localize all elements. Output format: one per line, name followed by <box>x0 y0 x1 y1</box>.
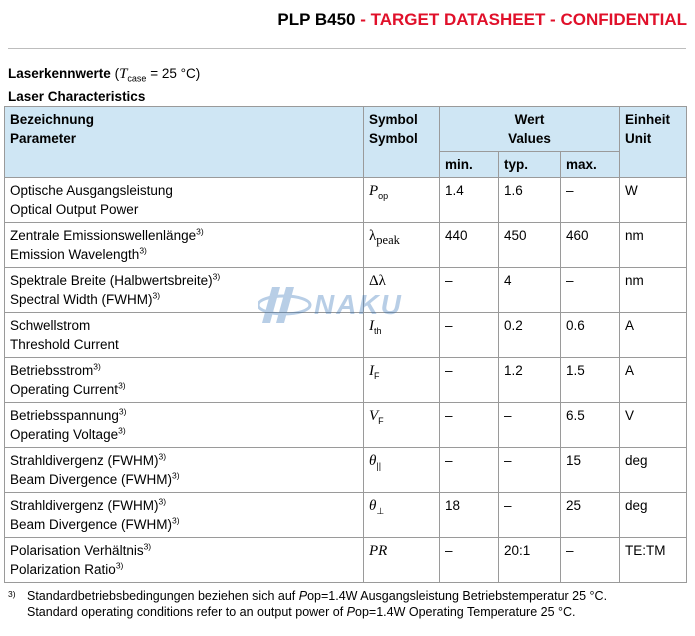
footnote-ref: 3) <box>172 470 180 481</box>
typ-cell: 1.2 <box>499 358 561 403</box>
typ-cell: 0.2 <box>499 313 561 358</box>
max-cell: 1.5 <box>561 358 620 403</box>
min-cell: – <box>440 358 499 403</box>
symbol-cell: $\lambda_{peak}$ <box>364 223 440 268</box>
table-row <box>5 538 687 583</box>
table-row <box>5 223 687 268</box>
min-cell: – <box>440 268 499 313</box>
symbol-cell: $I_F$ <box>364 358 440 403</box>
max-cell: 460 <box>561 223 620 268</box>
footnote-ref: 3) <box>158 451 167 462</box>
footnote-marker: 3) <box>8 589 16 599</box>
typ-cell: 450 <box>499 223 561 268</box>
footnote-ref: 3) <box>172 515 180 526</box>
temp-symbol: T <box>119 66 128 82</box>
param-cell: Zentrale Emissionswellenlänge$^{3)}$ Emission Wavelength$^{3)}$ <box>5 223 364 268</box>
header-symbol: Symbol Symbol <box>364 107 440 178</box>
max-cell: – <box>561 268 620 313</box>
header-unit: Einheit Unit <box>620 107 687 178</box>
typ-cell: – <box>499 448 561 493</box>
unit-cell: A <box>620 313 687 358</box>
table-row <box>5 178 687 223</box>
param-cell: Spektrale Breite (Halbwertsbreite)$^{3)}$ Spectral Width (FWHM)$^{3)}$ <box>5 268 364 313</box>
unit-cell: deg <box>620 448 687 493</box>
footnote-text: Standardbetriebsbedingungen beziehen sich auf Pop=1.4W Ausgangsleistung Betriebstemperatur 25 °C. Standard operating conditions refer to an output power of Pop=1.4W Operating Temperature 25 °C. <box>27 589 608 619</box>
min-cell: 1.4 <box>440 178 499 223</box>
unit-cell: TE:TM <box>620 538 687 583</box>
footnote-ref: 3) <box>93 361 101 372</box>
header-divider <box>8 48 686 49</box>
footnote-ref: 3) <box>158 496 167 507</box>
unit-cell: A <box>620 358 687 403</box>
max-cell: 0.6 <box>561 313 620 358</box>
unit-cell: nm <box>620 223 687 268</box>
min-cell: – <box>440 538 499 583</box>
symbol-cell: $\theta_{||}$ <box>364 448 440 493</box>
typ-cell: 1.6 <box>499 178 561 223</box>
min-cell: – <box>440 403 499 448</box>
footnote-ref: 3) <box>143 541 152 552</box>
section-title-de: Laserkennwerte <box>8 66 111 81</box>
footnote-ref: 3) <box>118 406 127 417</box>
max-cell: 6.5 <box>561 403 620 448</box>
table-row <box>5 403 687 448</box>
unit-cell: W <box>620 178 687 223</box>
min-cell: 18 <box>440 493 499 538</box>
min-cell: – <box>440 448 499 493</box>
footnote-ref: 3) <box>196 226 204 237</box>
section-title: Laserkennwerte ($T_{case} = 25$ °C) Laser Characteristics <box>8 66 201 104</box>
footnote-ref: 3) <box>115 560 124 571</box>
unit-cell: V <box>620 403 687 448</box>
param-cell: Optische Ausgangsleistung Optical Output Power <box>5 178 364 223</box>
watermark-text: NAKU <box>314 289 403 320</box>
max-cell: 15 <box>561 448 620 493</box>
param-cell: Strahldivergenz (FWHM)$^{3)}$ Beam Divergence (FWHM)$^{3)}$ <box>5 448 364 493</box>
param-cell: Betriebsspannung$^{3)}$ Operating Voltage$^{3)}$ <box>5 403 364 448</box>
table-row <box>5 493 687 538</box>
symbol-cell: PR <box>364 538 440 583</box>
table-row <box>5 358 687 403</box>
symbol-cell: Δλ <box>364 268 440 313</box>
max-cell: – <box>561 538 620 583</box>
footnote-ref: 3) <box>212 271 221 282</box>
footnote-ref: 3) <box>118 380 126 391</box>
symbol-cell: $P_{op}$ <box>364 178 440 223</box>
symbol-cell: $V_F$ <box>364 403 440 448</box>
unit-cell: nm <box>620 268 687 313</box>
table-row <box>5 448 687 493</box>
min-cell: 440 <box>440 223 499 268</box>
temp-value: = 25 °C <box>150 66 196 81</box>
max-cell: 25 <box>561 493 620 538</box>
param-cell: Schwellstrom Threshold Current <box>5 313 364 358</box>
footnote-ref: 3) <box>152 290 161 301</box>
param-cell: Betriebsstrom$^{3)}$ Operating Current$^{3)}$ <box>5 358 364 403</box>
header-parameter: Bezeichnung Parameter <box>5 107 364 178</box>
max-cell: – <box>561 178 620 223</box>
typ-cell: 4 <box>499 268 561 313</box>
table-row <box>5 313 687 358</box>
section-title-en: Laser Characteristics <box>8 88 146 104</box>
unit-cell: deg <box>620 493 687 538</box>
laser-characteristics-table <box>4 106 687 583</box>
part-number: PLP B450 <box>277 10 356 29</box>
param-cell: Strahldivergenz (FWHM)$^{3)}$ Beam Divergence (FWHM)$^{3)}$ <box>5 493 364 538</box>
header-typ: typ. <box>499 152 561 178</box>
typ-cell: – <box>499 403 561 448</box>
symbol-cell: $I_{th}$ <box>364 313 440 358</box>
document-subtitle: - TARGET DATASHEET - CONFIDENTIAL <box>360 10 687 29</box>
temp-subscript: case <box>127 73 147 84</box>
document-header <box>277 10 687 30</box>
min-cell: – <box>440 313 499 358</box>
footnote-ref: 3) <box>118 425 126 436</box>
header-values: Wert Values <box>440 107 620 152</box>
typ-cell: – <box>499 493 561 538</box>
footnote-ref: 3) <box>139 245 147 256</box>
symbol-cell: $\theta_\perp$ <box>364 493 440 538</box>
param-cell: Polarisation Verhältnis$^{3)}$ Polarization Ratio$^{3)}$ <box>5 538 364 583</box>
typ-cell: 20:1 <box>499 538 561 583</box>
header-max: max. <box>561 152 620 178</box>
table-row <box>5 268 687 313</box>
header-min: min. <box>440 152 499 178</box>
